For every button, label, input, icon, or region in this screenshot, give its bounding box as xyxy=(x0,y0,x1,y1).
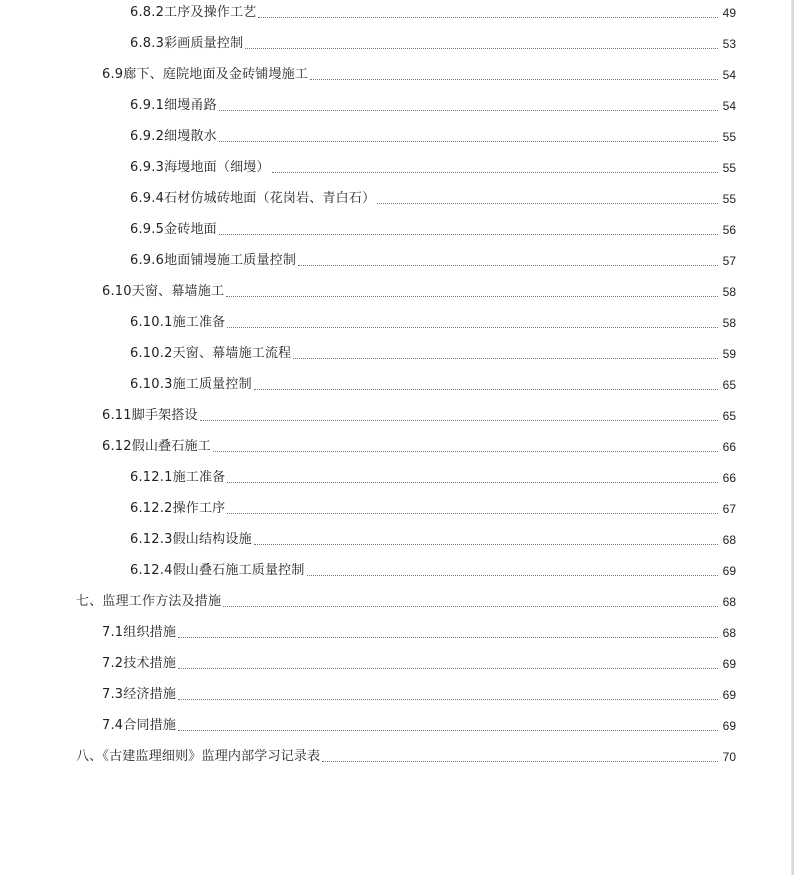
toc-entry-number: 6.9.6 xyxy=(130,253,165,268)
toc-entry-label: 石材仿城砖地面（花岗岩、青白石） xyxy=(164,191,376,206)
toc-page-number: 65 xyxy=(722,378,736,392)
toc-entry-title xyxy=(130,469,225,487)
toc-page-number: 58 xyxy=(722,285,736,299)
dot-leader xyxy=(226,295,718,297)
dot-leader xyxy=(227,512,718,514)
toc-page-number: 66 xyxy=(722,471,736,485)
dot-leader xyxy=(293,357,718,359)
toc-entry-title xyxy=(130,376,252,394)
toc-entry-number: 6.9 xyxy=(102,67,124,82)
dot-leader xyxy=(178,729,718,731)
toc-entry-number: 6.10.3 xyxy=(130,377,173,392)
dot-leader xyxy=(219,109,718,111)
toc-page-number: 66 xyxy=(722,440,736,454)
toc-page-number: 55 xyxy=(722,161,736,175)
toc-entry-label: 细墁散水 xyxy=(164,129,217,144)
toc-page-number: 57 xyxy=(722,254,736,268)
dot-leader xyxy=(310,78,718,80)
toc-entry[interactable] xyxy=(130,186,736,208)
toc-entry[interactable] xyxy=(130,155,736,177)
toc-entry[interactable] xyxy=(102,434,736,456)
toc-entry-title xyxy=(130,252,296,270)
toc-entry[interactable] xyxy=(102,651,736,673)
toc-entry-number: 6.9.5 xyxy=(130,222,165,237)
toc-entry-number: 6.9.3 xyxy=(130,160,165,175)
dot-leader xyxy=(254,388,718,390)
toc-entry-title xyxy=(102,717,176,735)
dot-leader xyxy=(227,481,718,483)
toc-entry-title xyxy=(130,97,217,115)
toc-entry-label: 组织措施 xyxy=(123,625,177,640)
toc-page-number: 68 xyxy=(722,626,736,640)
toc-entry-number: 6.9.1 xyxy=(130,98,165,113)
toc-entry-number: 6.12 xyxy=(102,439,132,454)
dot-leader xyxy=(254,543,718,545)
toc-entry-number: 6.8.3 xyxy=(130,36,165,51)
toc-entry-label: 廊下、庭院地面及金砖铺墁施工 xyxy=(123,67,309,82)
toc-entry-title xyxy=(76,748,320,766)
toc-entry-number: 八、 xyxy=(76,749,103,764)
toc-page-number: 65 xyxy=(722,409,736,423)
toc-page-number: 53 xyxy=(722,37,736,51)
toc-entry[interactable] xyxy=(76,589,736,611)
toc-page-number: 54 xyxy=(722,99,736,113)
toc-page-number: 69 xyxy=(722,657,736,671)
dot-leader xyxy=(227,326,718,328)
toc-entry-label: 操作工序 xyxy=(172,501,226,516)
toc-page-number: 55 xyxy=(722,192,736,206)
toc-page-number: 68 xyxy=(722,533,736,547)
toc-entry[interactable] xyxy=(130,558,736,580)
toc-entry-label: 施工准备 xyxy=(172,315,226,330)
toc-entry-title xyxy=(130,500,225,518)
dot-leader xyxy=(200,419,718,421)
toc-entry-number: 6.12.1 xyxy=(130,470,173,485)
toc-entry-label: 施工准备 xyxy=(172,470,226,485)
toc-entry-title xyxy=(130,562,305,580)
toc-entry-number: 7.2 xyxy=(102,656,124,671)
toc-page-number: 67 xyxy=(722,502,736,516)
toc-entry[interactable] xyxy=(102,279,736,301)
toc-entry-label: 合同措施 xyxy=(123,718,177,733)
toc-entry-number: 6.8.2 xyxy=(130,5,165,20)
toc-entry-number: 7.1 xyxy=(102,625,124,640)
toc-entry-title xyxy=(76,593,221,611)
dot-leader xyxy=(178,698,718,700)
toc-entry-title xyxy=(130,345,291,363)
toc-entry-label: 工序及操作工艺 xyxy=(164,5,257,20)
toc-entry[interactable] xyxy=(130,217,736,239)
toc-page-number: 58 xyxy=(722,316,736,330)
dot-leader xyxy=(272,171,718,173)
toc-entry-title xyxy=(102,407,198,425)
toc-entry-title xyxy=(102,66,308,84)
toc-entry-title xyxy=(102,686,176,704)
toc-entry[interactable] xyxy=(102,682,736,704)
toc-entry-label: 细墁甬路 xyxy=(164,98,217,113)
toc-entry-number: 7.4 xyxy=(102,718,124,733)
toc-entry-label: 监理工作方法及措施 xyxy=(102,594,222,609)
toc-entry[interactable] xyxy=(130,310,736,332)
toc-entry[interactable] xyxy=(102,403,736,425)
toc-entry[interactable] xyxy=(130,31,736,53)
dot-leader xyxy=(245,47,718,49)
toc-entry-title xyxy=(130,314,225,332)
toc-entry[interactable] xyxy=(102,62,736,84)
toc-page-number: 56 xyxy=(722,223,736,237)
toc-entry[interactable] xyxy=(130,527,736,549)
toc-page-number: 59 xyxy=(722,347,736,361)
toc-entry-label: 假山叠石施工 xyxy=(131,439,211,454)
toc-entry-title xyxy=(102,655,176,673)
toc-entry-number: 6.10.2 xyxy=(130,346,173,361)
toc-entry[interactable] xyxy=(130,496,736,518)
toc-entry-label: 海墁地面（细墁） xyxy=(164,160,270,175)
toc-entry-label: 假山叠石施工质量控制 xyxy=(172,563,305,578)
toc-entry-label: 金砖地面 xyxy=(164,222,217,237)
dot-leader xyxy=(322,760,718,762)
toc-entry-number: 6.9.2 xyxy=(130,129,165,144)
toc-entry[interactable] xyxy=(76,744,736,766)
toc-entry[interactable] xyxy=(102,713,736,735)
toc-entry-title xyxy=(130,35,243,53)
toc-entry-title xyxy=(130,531,252,549)
toc-page-number: 69 xyxy=(722,688,736,702)
dot-leader xyxy=(298,264,718,266)
toc-entry-label: 脚手架搭设 xyxy=(131,408,198,423)
toc-entry-number: 6.11 xyxy=(102,408,132,423)
toc-entry[interactable] xyxy=(130,93,736,115)
toc-entry[interactable] xyxy=(102,620,736,642)
dot-leader xyxy=(223,605,718,607)
toc-entry-number: 6.12.3 xyxy=(130,532,173,547)
toc-entry-label: 彩画质量控制 xyxy=(164,36,244,51)
dot-leader xyxy=(219,140,718,142)
toc-entry-title xyxy=(102,624,176,642)
toc-entry-label: 《古建监理细则》监理内部学习记录表 xyxy=(102,749,321,764)
dot-leader xyxy=(213,450,718,452)
toc-entry-label: 施工质量控制 xyxy=(172,377,252,392)
toc-page-number: 54 xyxy=(722,68,736,82)
toc-entry-title xyxy=(130,221,217,239)
toc-entry-label: 技术措施 xyxy=(123,656,177,671)
toc-entry-number: 6.9.4 xyxy=(130,191,165,206)
toc-page-number: 49 xyxy=(722,6,736,20)
toc-entry-label: 假山结构设施 xyxy=(172,532,252,547)
toc-entry[interactable] xyxy=(130,372,736,394)
toc-entry-title xyxy=(130,128,217,146)
dot-leader xyxy=(258,16,718,18)
dot-leader xyxy=(178,636,718,638)
toc-entry[interactable] xyxy=(130,465,736,487)
toc-entry[interactable] xyxy=(130,124,736,146)
toc-entry-number: 七、 xyxy=(76,594,103,609)
toc-page-number: 68 xyxy=(722,595,736,609)
toc-page-number: 55 xyxy=(722,130,736,144)
dot-leader xyxy=(307,574,718,576)
toc-entry-title xyxy=(130,4,256,22)
toc-entry-number: 7.3 xyxy=(102,687,124,702)
toc-page-number: 70 xyxy=(722,750,736,764)
toc-entry[interactable] xyxy=(130,0,736,22)
toc-page-number: 69 xyxy=(722,564,736,578)
toc-entry-label: 地面铺墁施工质量控制 xyxy=(164,253,297,268)
toc-entry-number: 6.12.2 xyxy=(130,501,173,516)
toc-entry-number: 6.10.1 xyxy=(130,315,173,330)
toc-entry-label: 天窗、幕墙施工流程 xyxy=(172,346,292,361)
toc-entry-title xyxy=(130,190,375,208)
toc-entry-label: 经济措施 xyxy=(123,687,177,702)
toc-entry-number: 6.12.4 xyxy=(130,563,173,578)
toc-entry-title xyxy=(102,438,211,456)
dot-leader xyxy=(219,233,718,235)
dot-leader xyxy=(178,667,718,669)
toc-entry-number: 6.10 xyxy=(102,284,132,299)
toc-entry-title xyxy=(102,283,224,301)
toc-page-number: 69 xyxy=(722,719,736,733)
toc-entry[interactable] xyxy=(130,248,736,270)
toc-entry-title xyxy=(130,159,270,177)
toc-entry-label: 天窗、幕墙施工 xyxy=(131,284,225,299)
dot-leader xyxy=(377,202,718,204)
toc-entry[interactable] xyxy=(130,341,736,363)
